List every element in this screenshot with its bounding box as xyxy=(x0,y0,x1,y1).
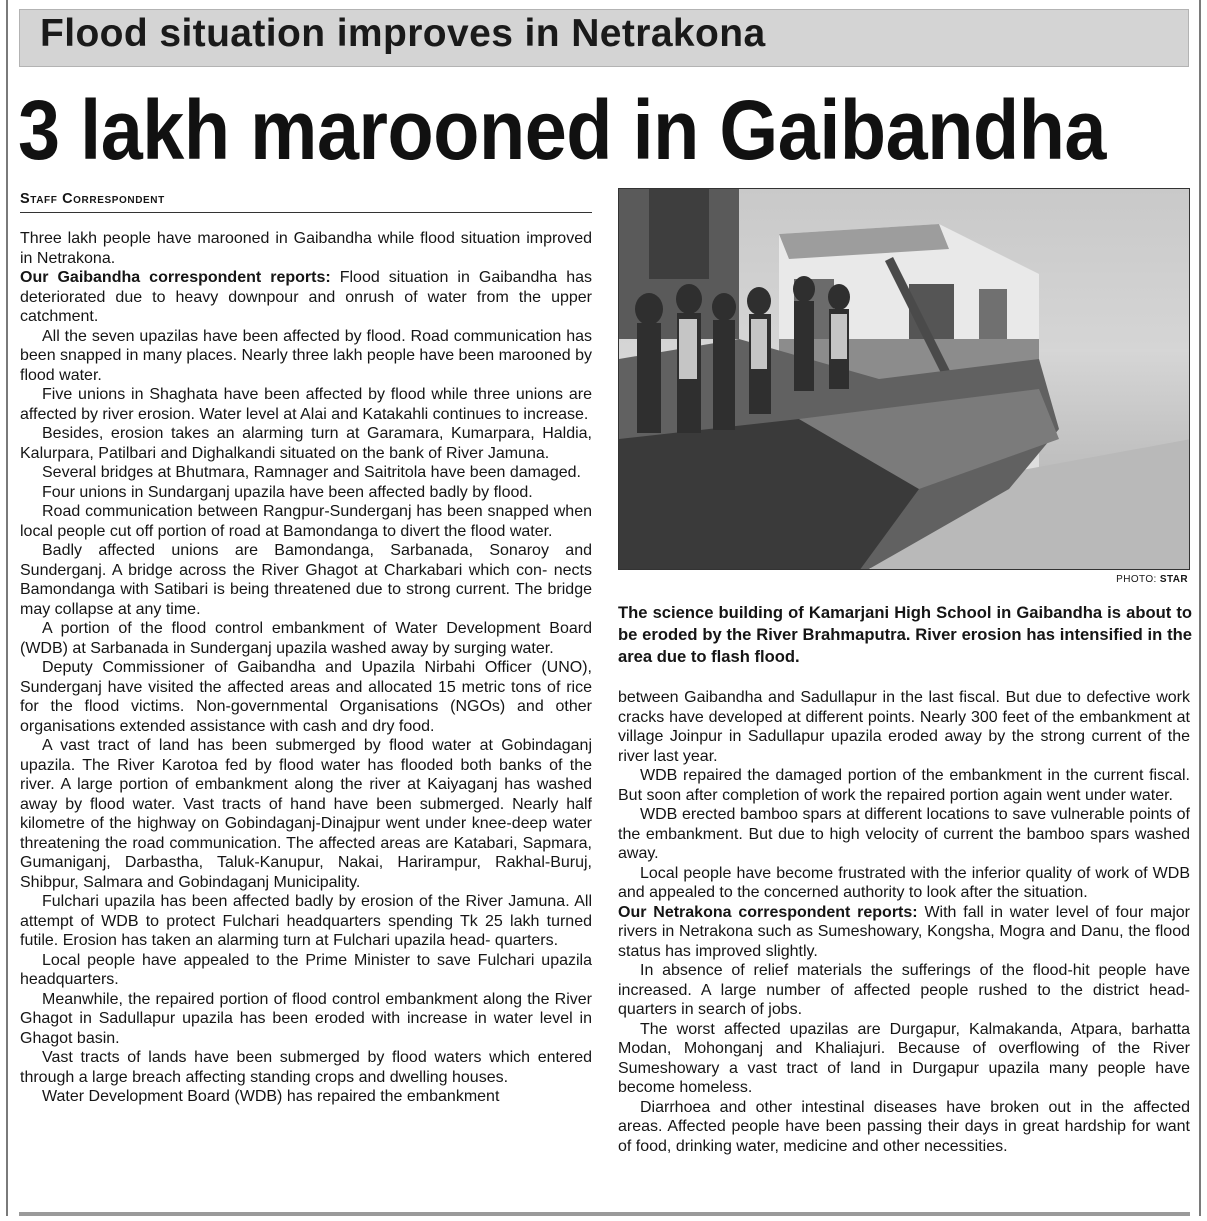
article-paragraph: Diarrhoea and other intestinal diseases have broken out in the affected areas. Affected people have been passing their days in great hardship for want of food, drinking water, medicine and other necessities. xyxy=(618,1098,1190,1155)
dateline-lead: Our Netrakona correspondent reports: xyxy=(618,903,918,921)
article-paragraph: between Gaibandha and Sadullapur in the last fiscal. But due to defective work cracks have developed at different points. Nearly 300 feet of the embankment at village Joinpur in Sadullapur upazila eroded away by the strong current of the river last year. xyxy=(618,689,1190,765)
article-paragraph: Deputy Commissioner of Gaibandha and Upazila Nirbahi Officer (UNO), Sunderganj have visited the affected areas and allocated 15 metric tons of rice for the flood victims. Non-governmental Organisations (NGOs) and other organisations extended assistance with cash and dry food. xyxy=(20,659,592,735)
article-paragraph: The worst affected upazilas are Durgapur, Kalmakanda, Atpara, barhatta Modan, Mohonganj and Khaliajuri. Because of overflowing of the River Sumeshowary a vast tract of land in Durgapur upazila many people have become homeless. xyxy=(618,1020,1190,1096)
photo-credit xyxy=(1116,574,1188,585)
paragraph-text: Flood situation in Gaibandha has deteriorated due to heavy downpour and onrush of water from the upper catchment. xyxy=(20,269,592,325)
article-paragraph: Water Development Board (WDB) has repaired the embankment xyxy=(42,1088,500,1105)
article-paragraph: A vast tract of land has been submerged by flood water at Gobindaganj upazila. The River Karotoa fed by flood water has flooded both banks of the river. A large portion of embankment along the river at Kaiyaganj has washed away by flood water. Vast tracts of hand have been submerged. Nearly half kilometre of the highway on Gobindaganj-Dinajpur went under knee-deep water threatening the road communication. The affected areas are Katabari, Sapmara, Gumaniganj, Darbastha, Taluk-Kanupur, Nakai, Harirampur, Rakhal-Buruj, Shibpur, Salmara and Gobindaganj Municipality. xyxy=(20,737,592,891)
dateline-lead: Our Gaibandha correspondent reports: xyxy=(20,269,331,286)
article-paragraph: Four unions in Sundarganj upazila have been affected badly by flood. xyxy=(42,483,533,501)
article-paragraph xyxy=(618,903,1190,962)
paragraph-text: With fall in water level of four major rivers in Netrakona such as Sumeshowary, Kongsha, Mogra and Danu, the flood status has improved slightly. xyxy=(618,903,1191,960)
article-paragraph: In absence of relief materials the sufferings of the flood-hit people have increased. A large number of affected people rushed to the district head- quarters in search of jobs. xyxy=(618,962,1190,1018)
article-paragraph: Fulchari upazila has been affected badly by erosion of the River Jamuna. All attempt of WDB to protect Fulchari headquarters spending Tk 25 lakh turned futile. Erosion has taken an alarming turn at Fulchari upazila head- quarters. xyxy=(20,893,592,949)
article-paragraph: All the seven upazilas have been affected by flood. Road communication has been snapped in many places. Nearly three lakh people have been marooned by flood water. xyxy=(20,327,592,384)
article-column-left xyxy=(20,229,592,1107)
eroding-school-building-photo xyxy=(619,189,1190,570)
article-paragraph: Besides, erosion takes an alarming turn at Garamara, Kumarpara, Haldia, Kalurpara, Patilbari and Dighalkandi situated on the bank of River Jamuna. xyxy=(20,425,592,462)
kicker-headline: Flood situation improves in Netrakona xyxy=(40,12,766,55)
byline: Staff Correspondent xyxy=(20,191,165,207)
photo-credit-label: PHOTO: xyxy=(1116,574,1160,585)
article-paragraph: Road communication between Rangpur-Sunderganj has been snapped when local people cut off portion of road at Bamondanga to divert the flood water. xyxy=(20,503,592,540)
article-paragraph xyxy=(20,268,592,327)
right-page-border xyxy=(1199,0,1201,1216)
article-paragraph: A portion of the flood control embankment of Water Development Board (WDB) at Sarbanada in Sunderganj upazila washed away by surging water. xyxy=(20,620,592,657)
left-page-border xyxy=(6,0,8,1216)
article-paragraph: WDB repaired the damaged portion of the embankment in the current fiscal. But soon after completion of work the repaired portion again went under water. xyxy=(618,767,1190,804)
article-paragraph: Five unions in Shaghata have been affected by flood while three unions are affected by river erosion. Water level at Alai and Katakahli continues to increase. xyxy=(20,386,592,423)
photo-credit-source: STAR xyxy=(1159,574,1188,585)
article-paragraph: Vast tracts of lands have been submerged by flood waters which entered through a large breach affecting standing crops and dwelling houses. xyxy=(20,1049,592,1086)
article-paragraph: Several bridges at Bhutmara, Ramnager and Saitritola have been damaged. xyxy=(42,464,581,481)
main-headline: 3 lakh marooned in Gaibandha xyxy=(18,83,1107,177)
article-paragraph: Local people have become frustrated with the inferior quality of work of WDB and appealed to the concerned authority to look after the situation. xyxy=(618,864,1190,901)
article-paragraph: Three lakh people have marooned in Gaibandha while flood situation improved in Netrakona. xyxy=(20,230,592,267)
photo-caption: The science building of Kamarjani High School in Gaibandha is about to be eroded by the River Brahmaputra. River erosion has intensified in the area due to flash flood. xyxy=(618,603,1192,666)
article-paragraph: Local people have appealed to the Prime Minister to save Fulchari upazila headquarters. xyxy=(20,951,592,988)
article-paragraph: WDB erected bamboo spars at different locations to save vulnerable points of the embankment. But due to high velocity of current the bamboo spars washed away. xyxy=(618,806,1190,862)
bottom-rule xyxy=(19,1212,1190,1216)
article-column-right xyxy=(618,688,1190,1156)
article-paragraph: Meanwhile, the repaired portion of flood control embankment along the River Ghagot in Sadullapur upazila has been eroded with increase in water level in Ghagot basin. xyxy=(20,990,592,1047)
news-photo xyxy=(618,188,1190,570)
article-paragraph: Badly affected unions are Bamondanga, Sarbanada, Sonaroy and Sunderganj. A bridge across the River Ghagot at Charkabari which con- nects Bamondanga with Satibari is being threatened due to strong current. The bridge may collapse at any time. xyxy=(20,542,592,618)
byline-rule xyxy=(20,212,592,213)
